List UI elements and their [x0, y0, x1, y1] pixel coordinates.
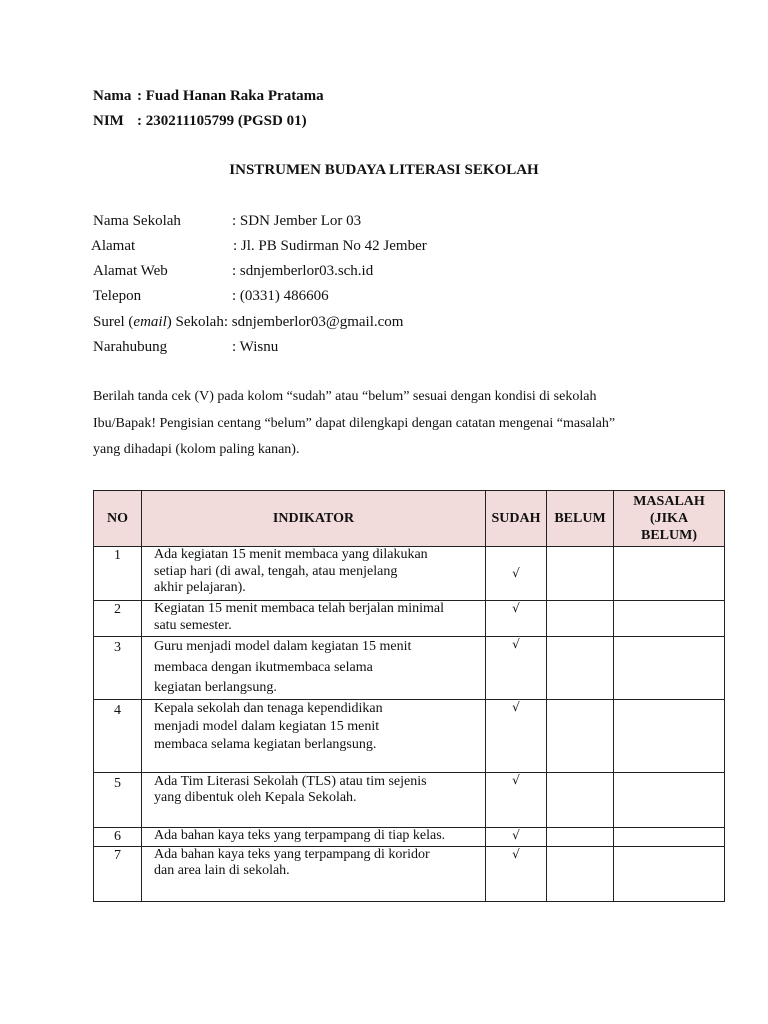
row-belum-cell[interactable]	[547, 827, 614, 846]
check-mark-icon: √	[512, 565, 520, 580]
instruction-line: yang dihadapi (kolom paling kanan).	[93, 442, 300, 457]
row-masalah-cell[interactable]	[614, 601, 725, 637]
row-sudah-cell[interactable]	[486, 547, 547, 601]
row-masalah-cell[interactable]	[614, 846, 725, 901]
table-row	[94, 846, 725, 901]
header-sudah: SUDAH	[486, 491, 547, 547]
info-value: : sdnjemberlor03.sch.id	[232, 263, 374, 279]
row-number: 1	[94, 547, 142, 601]
table-row	[94, 827, 725, 846]
info-label-email: Surel (email) Sekolah	[93, 314, 224, 330]
check-mark-icon: √	[512, 699, 520, 714]
row-sudah-cell[interactable]	[486, 601, 547, 637]
instructions-paragraph	[93, 384, 693, 464]
row-number: 2	[94, 601, 142, 637]
name-label: Nama	[93, 88, 132, 104]
row-number: 4	[94, 699, 142, 772]
row-sudah-cell[interactable]	[486, 827, 547, 846]
info-value: : (0331) 486606	[232, 288, 329, 304]
check-mark-icon: √	[512, 846, 520, 861]
nim-value: : 230211105799 (PGSD 01)	[137, 113, 307, 129]
info-label: Nama Sekolah	[93, 213, 181, 229]
row-number: 5	[94, 772, 142, 827]
info-label: Alamat Web	[93, 263, 168, 279]
table-row	[94, 637, 725, 700]
instruction-line: Berilah tanda cek (V) pada kolom “sudah” atau “belum” sesuai dengan kondisi di sekolah	[93, 389, 597, 404]
info-value: : Jl. PB Sudirman No 42 Jember	[233, 238, 427, 254]
info-row-phone	[93, 288, 329, 305]
header-indikator: INDIKATOR	[142, 491, 486, 547]
row-indicator: Ada bahan kaya teks yang terpampang di tiap kelas.	[142, 827, 486, 846]
row-belum-cell[interactable]	[547, 846, 614, 901]
row-belum-cell[interactable]	[547, 699, 614, 772]
info-row-website	[93, 263, 373, 280]
row-indicator: Kegiatan 15 menit membaca telah berjalan minimal satu semester.	[142, 601, 486, 637]
row-indicator: Ada kegiatan 15 menit membaca yang dilakukan setiap hari (di awal, tengah, atau menjelang akhir pelajaran).	[142, 547, 486, 601]
info-label: Telepon	[93, 288, 142, 304]
row-belum-cell[interactable]	[547, 772, 614, 827]
indicator-table	[93, 490, 725, 902]
document-title: INSTRUMEN BUDAYA LITERASI SEKOLAH	[229, 162, 539, 178]
row-number: 6	[94, 827, 142, 846]
nim-label: NIM	[93, 113, 124, 129]
info-row-school-name	[93, 213, 361, 230]
info-label: Narahubung	[93, 339, 168, 355]
row-number: 7	[94, 846, 142, 901]
info-row-address	[91, 238, 427, 255]
row-indicator: Ada bahan kaya teks yang terpampang di koridor dan area lain di sekolah.	[142, 846, 486, 901]
row-masalah-cell[interactable]	[614, 772, 725, 827]
row-indicator: Guru menjadi model dalam kegiatan 15 menit membaca dengan ikutmembaca selama kegiatan berlangsung.	[142, 637, 486, 700]
check-mark-icon: √	[512, 827, 520, 842]
name-value: : Fuad Hanan Raka Pratama	[137, 88, 324, 104]
table-row	[94, 547, 725, 601]
row-belum-cell[interactable]	[547, 547, 614, 601]
row-sudah-cell[interactable]	[486, 637, 547, 700]
row-sudah-cell[interactable]	[486, 699, 547, 772]
row-indicator: Ada Tim Literasi Sekolah (TLS) atau tim sejenis yang dibentuk oleh Kepala Sekolah.	[142, 772, 486, 827]
info-value: : sdnjemberlor03@gmail.com	[223, 314, 404, 330]
info-value: : Wisnu	[232, 339, 279, 355]
info-row-contact	[93, 339, 278, 356]
info-value: : SDN Jember Lor 03	[232, 213, 362, 229]
table-row	[94, 601, 725, 637]
row-sudah-cell[interactable]	[486, 846, 547, 901]
check-mark-icon: √	[512, 601, 520, 615]
row-masalah-cell[interactable]	[614, 827, 725, 846]
table-row	[94, 699, 725, 772]
row-number: 3	[94, 637, 142, 700]
row-sudah-cell[interactable]	[486, 772, 547, 827]
info-row-email	[93, 314, 403, 331]
table-row	[94, 772, 725, 827]
header-belum: BELUM	[547, 491, 614, 547]
row-masalah-cell[interactable]	[614, 699, 725, 772]
student-name-line	[93, 88, 324, 105]
row-belum-cell[interactable]	[547, 601, 614, 637]
info-label: Alamat	[91, 238, 136, 254]
row-indicator: Kepala sekolah dan tenaga kependidikan menjadi model dalam kegiatan 15 menit membaca selama kegiatan berlangsung.	[142, 699, 486, 772]
instruction-line: Ibu/Bapak! Pengisian centang “belum” dapat dilengkapi dengan catatan mengenai “masalah”	[93, 415, 616, 431]
header-no: NO	[94, 491, 142, 547]
check-mark-icon: √	[512, 637, 520, 651]
row-belum-cell[interactable]	[547, 637, 614, 700]
header-masalah: MASALAH (JIKA BELUM)	[614, 491, 725, 547]
table-header-row	[94, 491, 725, 547]
row-masalah-cell[interactable]	[614, 637, 725, 700]
row-masalah-cell[interactable]	[614, 547, 725, 601]
check-mark-icon: √	[512, 772, 520, 787]
student-nim-line	[93, 113, 307, 130]
